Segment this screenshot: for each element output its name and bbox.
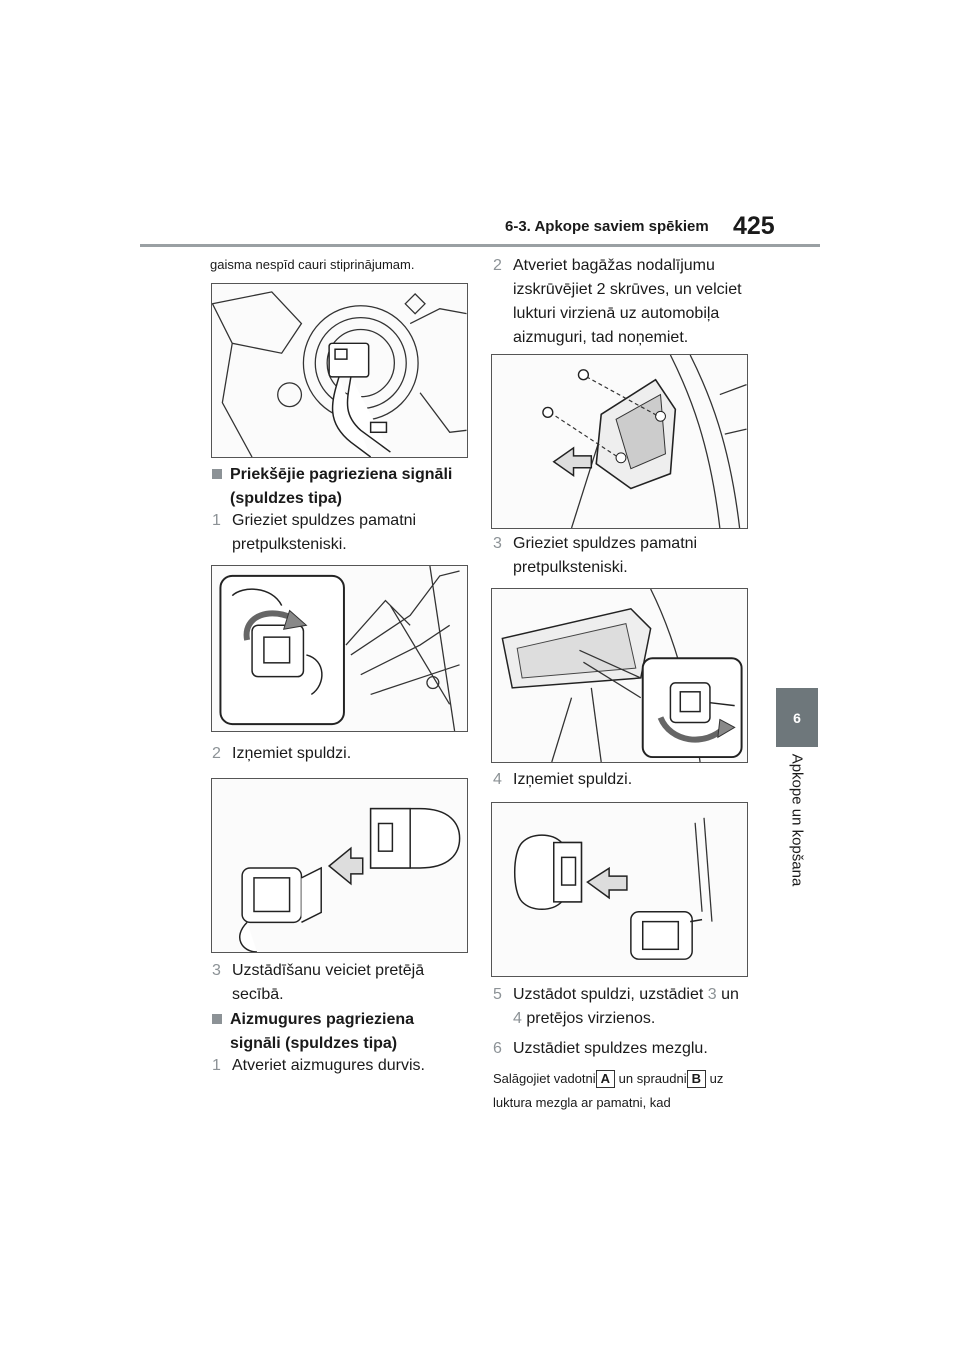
front-step-1-line1: Grieziet spuldzes pamatni — [232, 512, 417, 529]
rear-step-5 — [493, 983, 763, 1031]
section-title: 6-3. Apkope saviem spēkiem — [505, 218, 709, 235]
front-heading-text — [230, 463, 452, 511]
rear-step-6-text: Uzstādiet spuldzes mezglu. — [513, 1040, 708, 1057]
rear-step-4-text: Izņemiet spuldzi. — [513, 771, 633, 788]
front-step-1-line2: pretpulksteniski. — [232, 536, 347, 553]
front-step-3-line1: Uzstādīšanu veiciet pretējā — [232, 962, 425, 979]
front-turn-signal-heading — [212, 463, 472, 511]
front-heading-line1: Priekšējie pagrieziena signāli — [230, 466, 453, 483]
figure-rear-rotate-drawing — [492, 589, 747, 762]
figure-front-rotate — [211, 565, 468, 732]
rear-step-3 — [493, 532, 763, 580]
rear-step-6 — [493, 1037, 763, 1061]
rear-step-2-number: 2 — [493, 257, 502, 274]
figure-rear-lamp — [491, 354, 748, 529]
rear-step-3-text — [513, 532, 697, 580]
rear-heading-text — [230, 1008, 414, 1056]
figure-rear-bulb — [491, 802, 748, 977]
step-ref-3: 3 — [707, 986, 717, 1003]
rear-step-1-number: 1 — [212, 1057, 221, 1074]
rear-step-2-line3: lukturi virzienā uz automobiļa — [513, 305, 720, 322]
figure-front-socket-drawing — [212, 284, 467, 457]
install-note — [493, 1067, 773, 1115]
rear-step-4-number: 4 — [493, 771, 502, 788]
rear-step-2 — [493, 254, 763, 350]
figure-front-rotate-drawing — [212, 566, 467, 731]
figure-rear-lamp-drawing — [492, 355, 747, 528]
note-line2: luktura mezgla ar pamatni, kad — [493, 1095, 671, 1110]
front-step-3-number: 3 — [212, 962, 221, 979]
rear-step-5-number: 5 — [493, 986, 502, 1003]
rear-turn-signal-heading — [212, 1008, 472, 1056]
chapter-tab: 6 — [776, 688, 818, 747]
figure-rear-bulb-drawing — [492, 803, 747, 976]
heading-marker — [212, 469, 222, 479]
rear-step-2-line2: izskrūvējiet 2 skrūves, un velciet — [513, 281, 742, 298]
header-divider — [140, 244, 820, 247]
chapter-title: Apkope un kopšana — [788, 753, 806, 887]
front-step-1-text — [232, 509, 416, 557]
front-step-3-line2: secībā. — [232, 986, 284, 1003]
rear-step-4 — [493, 768, 763, 792]
rear-step-3-line1: Grieziet spuldzes pamatni — [513, 535, 698, 552]
heading-marker — [212, 1014, 222, 1024]
rear-step-3-line2: pretpulksteniski. — [513, 559, 628, 576]
rear-step-5-text — [513, 983, 739, 1031]
note-mid: un spraudni — [618, 1071, 687, 1086]
rear-step-2-text — [513, 254, 742, 350]
front-step-2 — [212, 742, 472, 766]
rear-step-2-line1: Atveriet bagāžas nodalījumu — [513, 257, 715, 274]
note-pre: Salāgojiet vadotni — [493, 1071, 596, 1086]
rear-step-1 — [212, 1054, 472, 1078]
page-number: 425 — [733, 212, 775, 240]
figure-front-bulb — [211, 778, 468, 953]
figure-rear-rotate — [491, 588, 748, 763]
rear-step-5-pre: Uzstādot spuldzi, uzstādiet — [513, 986, 704, 1003]
front-step-1-number: 1 — [212, 512, 221, 529]
step-ref-4: 4 — [513, 1010, 522, 1027]
figure-front-socket — [211, 283, 468, 458]
note-post: uz — [709, 1071, 724, 1086]
front-step-2-number: 2 — [212, 745, 221, 762]
front-heading-line2: (spuldzes tipa) — [230, 490, 343, 507]
rear-heading-line1: Aizmugures pagrieziena — [230, 1011, 415, 1028]
rear-step-5-post: pretējos virzienos. — [526, 1010, 656, 1027]
badge-b: B — [687, 1070, 706, 1088]
rear-step-2-line4: aizmuguri, tad noņemiet. — [513, 329, 689, 346]
front-step-3-text — [232, 959, 424, 1007]
rear-heading-line2: signāli (spuldzes tipa) — [230, 1035, 398, 1052]
rear-step-3-number: 3 — [493, 535, 502, 552]
front-step-2-text: Izņemiet spuldzi. — [232, 745, 352, 762]
badge-a: A — [596, 1070, 615, 1088]
rear-step-6-number: 6 — [493, 1040, 502, 1057]
intro-text: gaisma nespīd cauri stiprinājumam. — [210, 257, 415, 272]
rear-step-1-text: Atveriet aizmugures durvis. — [232, 1057, 425, 1074]
front-step-1 — [212, 509, 472, 557]
rear-step-5-mid: un — [721, 986, 739, 1003]
front-step-3 — [212, 959, 472, 1007]
figure-front-bulb-drawing — [212, 779, 467, 952]
